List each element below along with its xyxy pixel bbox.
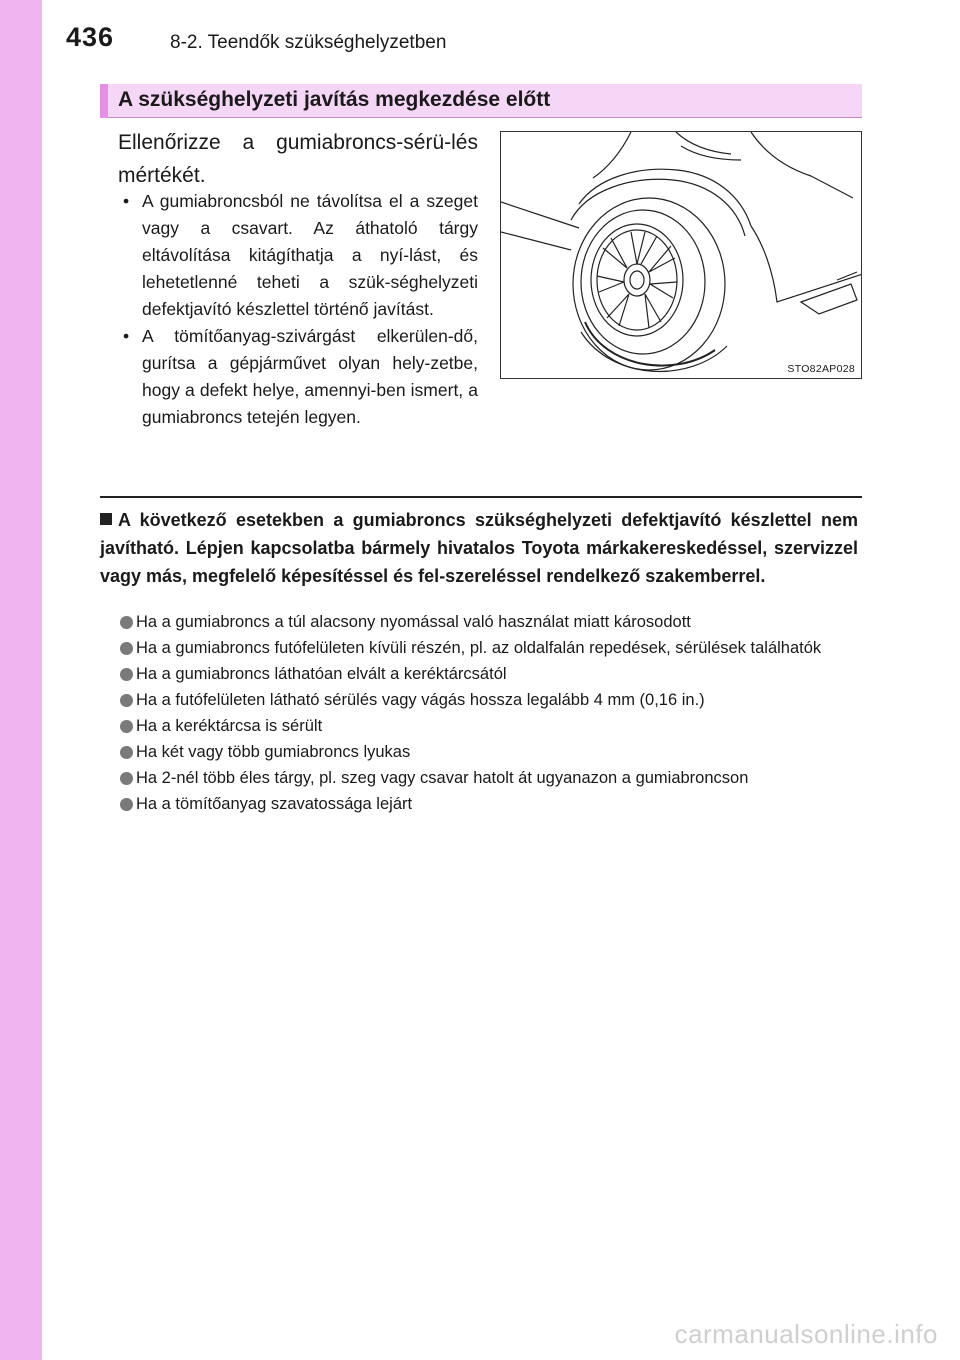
list-item-text: Ha a gumiabroncs a túl alacsony nyomással való használat miatt károsodott <box>136 613 691 631</box>
list-item-text: Ha 2-nél több éles tárgy, pl. szeg vagy csavar hatolt át ugyanazon a gumiabroncson <box>136 769 749 787</box>
bullet-text: A tömítőanyag-szivárgást elkerülen-dő, gurítsa a gépjárművet olyan hely-zetbe, hogy a defekt helye, amennyi-ben ismert, a gumiabroncs tetején legyen. <box>142 326 478 427</box>
circle-bullet-icon <box>120 746 133 759</box>
list-item-text: Ha a keréktárcsa is sérült <box>136 717 323 735</box>
note-heading-text: A következő esetekben a gumiabroncs szükséghelyzeti defektjavító készlettel nem javítható. Lépjen kapcsolatba bármely hivatalos Toyota márkakereskedéssel, szervizzel vagy más, megfelelő képesítéssel és fel-szereléssel rendelkező szakemberrel. <box>100 510 858 586</box>
list-item <box>118 188 478 323</box>
bullet-icon: • <box>123 326 130 346</box>
note-heading <box>100 506 858 590</box>
circle-bullet-icon <box>120 642 133 655</box>
intro-bullet-list <box>118 188 478 431</box>
circle-bullet-icon <box>120 798 133 811</box>
side-color-strip <box>0 0 42 1360</box>
square-bullet-icon <box>100 513 112 525</box>
note-list <box>100 612 858 820</box>
tire-drawing <box>501 132 862 379</box>
list-item-text: Ha a gumiabroncs láthatóan elvált a keréktárcsától <box>136 665 507 683</box>
page-number: 436 <box>66 22 115 52</box>
list-item-text: Ha a futófelületen látható sérülés vagy vágás hossza legalább 4 mm (0,16 in.) <box>136 691 705 709</box>
bullet-text: A gumiabroncsból ne távolítsa el a szeget vagy a csavart. Az áthatoló tárgy eltávolítása kitágíthatja a nyí-lást, és lehetetlenné teheti a szük-séghelyzeti defektjavító készlettel történő javítást. <box>142 191 478 319</box>
list-item <box>100 638 858 659</box>
list-item-text: Ha a gumiabroncs futófelületen kívüli részén, pl. az oldalfalán repedések, sérülések találhatók <box>136 639 822 657</box>
flat-tire-illustration <box>500 131 862 379</box>
list-item <box>118 323 478 431</box>
circle-bullet-icon <box>120 616 133 629</box>
list-item <box>100 794 858 815</box>
list-item <box>100 664 858 685</box>
list-item-text: Ha a tömítőanyag szavatossága lejárt <box>136 795 413 813</box>
figure-code: STO82AP028 <box>787 363 855 375</box>
section-divider <box>100 496 862 498</box>
section-heading-box <box>100 84 862 118</box>
circle-bullet-icon <box>120 694 133 707</box>
list-item <box>100 716 858 737</box>
section-heading: A szükséghelyzeti javítás megkezdése előtt <box>118 88 551 111</box>
bullet-icon: • <box>123 191 130 211</box>
circle-bullet-icon <box>120 720 133 733</box>
section-title: 8-2. Teendők szükséghelyzetben <box>170 32 447 53</box>
list-item <box>100 690 858 711</box>
list-item <box>100 612 858 633</box>
circle-bullet-icon <box>120 668 133 681</box>
list-item <box>100 742 858 763</box>
heading-accent-bar <box>100 84 108 118</box>
list-item-text: Ha két vagy több gumiabroncs lyukas <box>136 743 411 761</box>
circle-bullet-icon <box>120 772 133 785</box>
intro-lead: Ellenőrizze a gumiabroncs-sérü-lés mértékét. <box>118 131 478 187</box>
list-item <box>100 768 858 789</box>
watermark: carmanualsonline.info <box>674 1319 938 1349</box>
